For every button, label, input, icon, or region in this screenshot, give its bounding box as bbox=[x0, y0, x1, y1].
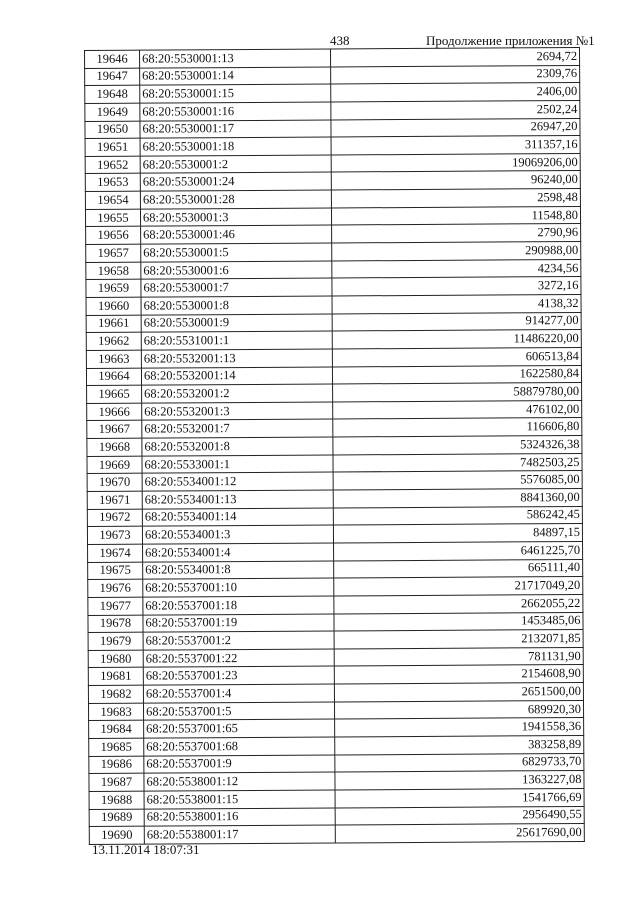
row-number: 19670 bbox=[87, 474, 142, 492]
cadastral-number: 68:20:5530001:28 bbox=[140, 190, 331, 209]
cadastral-number: 68:20:5538001:12 bbox=[144, 772, 335, 791]
cadastral-number: 68:20:5530001:18 bbox=[140, 137, 331, 156]
row-number: 19669 bbox=[87, 456, 142, 474]
cadastral-number: 68:20:5537001:18 bbox=[143, 596, 334, 615]
registry-table-body bbox=[85, 47, 585, 844]
cadastral-number: 68:20:5530001:24 bbox=[140, 172, 331, 191]
cadastral-number: 68:20:5533001:1 bbox=[142, 455, 333, 474]
cadastral-value: 1622580,84 bbox=[332, 365, 581, 384]
row-number: 19661 bbox=[86, 315, 141, 333]
cadastral-value: 5324326,38 bbox=[333, 436, 582, 455]
cadastral-value: 7482503,25 bbox=[333, 453, 582, 472]
cadastral-value: 2406,00 bbox=[331, 83, 580, 102]
cadastral-number: 68:20:5532001:8 bbox=[142, 437, 333, 456]
cadastral-value: 1453485,06 bbox=[334, 612, 583, 631]
cadastral-value: 2790,96 bbox=[332, 224, 581, 243]
cadastral-number: 68:20:5534001:14 bbox=[142, 508, 333, 527]
cadastral-number: 68:20:5530001:3 bbox=[140, 208, 331, 227]
cadastral-number: 68:20:5530001:16 bbox=[140, 102, 331, 121]
cadastral-number: 68:20:5532001:14 bbox=[141, 367, 332, 386]
row-number: 19655 bbox=[85, 209, 140, 227]
row-number: 19654 bbox=[85, 191, 140, 209]
cadastral-value: 2598,48 bbox=[331, 189, 580, 208]
row-number: 19659 bbox=[86, 279, 141, 297]
row-number: 19673 bbox=[87, 526, 142, 544]
cadastral-number: 68:20:5537001:68 bbox=[144, 737, 335, 756]
cadastral-number: 68:20:5532001:2 bbox=[142, 384, 333, 403]
cadastral-number: 68:20:5531001:1 bbox=[141, 331, 332, 350]
row-number: 19649 bbox=[85, 103, 140, 121]
row-number: 19660 bbox=[86, 297, 141, 315]
cadastral-number: 68:20:5534001:4 bbox=[143, 543, 334, 562]
row-number: 19648 bbox=[85, 85, 140, 103]
row-number: 19671 bbox=[87, 491, 142, 509]
cadastral-number: 68:20:5530001:17 bbox=[140, 120, 331, 139]
cadastral-value: 1941558,36 bbox=[335, 718, 584, 737]
row-number: 19662 bbox=[86, 332, 141, 350]
cadastral-value: 2154608,90 bbox=[334, 665, 583, 684]
cadastral-number: 68:20:5530001:6 bbox=[141, 261, 332, 280]
cadastral-value: 2309,76 bbox=[331, 65, 580, 84]
row-number: 19652 bbox=[85, 156, 140, 174]
print-timestamp: 13.11.2014 18:07:31 bbox=[92, 842, 200, 857]
cadastral-value: 21717049,20 bbox=[334, 577, 583, 596]
cadastral-number: 68:20:5537001:9 bbox=[144, 755, 335, 774]
cadastral-number: 68:20:5534001:13 bbox=[142, 490, 333, 509]
cadastral-value: 1363227,08 bbox=[335, 771, 584, 790]
row-number: 19674 bbox=[88, 544, 143, 562]
cadastral-number: 68:20:5530001:13 bbox=[140, 49, 331, 68]
cadastral-number: 68:20:5532001:7 bbox=[142, 419, 333, 438]
row-number: 19676 bbox=[88, 579, 143, 597]
cadastral-value: 26947,20 bbox=[331, 118, 580, 137]
row-number: 19689 bbox=[89, 809, 144, 827]
row-number: 19688 bbox=[89, 791, 144, 809]
cadastral-value: 4234,56 bbox=[332, 259, 581, 278]
continuation-title: Продолжение приложения №1 bbox=[426, 33, 595, 48]
cadastral-value: 11548,80 bbox=[331, 206, 580, 225]
cadastral-value: 2651500,00 bbox=[334, 683, 583, 702]
row-number: 19646 bbox=[85, 50, 140, 68]
cadastral-value: 586242,45 bbox=[333, 506, 582, 525]
row-number: 19667 bbox=[87, 421, 142, 439]
row-number: 19678 bbox=[88, 615, 143, 633]
cadastral-number: 68:20:5534001:8 bbox=[143, 561, 334, 580]
cadastral-number: 68:20:5537001:10 bbox=[143, 578, 334, 597]
cadastral-number: 68:20:5530001:8 bbox=[141, 296, 332, 315]
cadastral-number: 68:20:5537001:4 bbox=[143, 684, 334, 703]
row-number: 19666 bbox=[87, 403, 142, 421]
row-number: 19651 bbox=[85, 138, 140, 156]
row-number: 19690 bbox=[89, 826, 144, 844]
cadastral-number: 68:20:5534001:12 bbox=[142, 472, 333, 491]
row-number: 19668 bbox=[87, 438, 142, 456]
cadastral-value: 476102,00 bbox=[333, 400, 582, 419]
cadastral-value: 58879780,00 bbox=[333, 383, 582, 402]
cadastral-number: 68:20:5530001:14 bbox=[140, 67, 331, 86]
cadastral-number: 68:20:5537001:22 bbox=[143, 649, 334, 668]
cadastral-value: 2662055,22 bbox=[334, 594, 583, 613]
cadastral-value: 6829733,70 bbox=[335, 753, 584, 772]
row-number: 19665 bbox=[87, 385, 142, 403]
cadastral-number: 68:20:5537001:23 bbox=[143, 666, 334, 685]
cadastral-value: 8841360,00 bbox=[333, 488, 582, 507]
page-number: 438 bbox=[330, 33, 350, 48]
row-number: 19653 bbox=[85, 174, 140, 192]
row-number: 19658 bbox=[86, 262, 141, 280]
cadastral-value: 19069206,00 bbox=[331, 153, 580, 172]
row-number: 19685 bbox=[89, 738, 144, 756]
cadastral-value: 383258,89 bbox=[335, 735, 584, 754]
cadastral-number: 68:20:5530001:9 bbox=[141, 314, 332, 333]
cadastral-value: 84897,15 bbox=[333, 524, 582, 543]
cadastral-number: 68:20:5537001:2 bbox=[143, 631, 334, 650]
row-number: 19682 bbox=[88, 685, 143, 703]
cadastral-value: 2694,72 bbox=[330, 47, 579, 66]
row-number: 19657 bbox=[86, 244, 141, 262]
row-number: 19677 bbox=[88, 597, 143, 615]
cadastral-value: 2502,24 bbox=[331, 100, 580, 119]
row-number: 19680 bbox=[88, 650, 143, 668]
cadastral-value: 25617690,00 bbox=[335, 824, 584, 843]
cadastral-number: 68:20:5530001:7 bbox=[141, 278, 332, 297]
cadastral-number: 68:20:5538001:17 bbox=[144, 825, 335, 844]
row-number: 19663 bbox=[86, 350, 141, 368]
cadastral-value: 11486220,00 bbox=[332, 330, 581, 349]
cadastral-number: 68:20:5530001:15 bbox=[140, 84, 331, 103]
row-number: 19656 bbox=[86, 227, 141, 245]
cadastral-number: 68:20:5530001:5 bbox=[141, 243, 332, 262]
cadastral-value: 2132071,85 bbox=[334, 630, 583, 649]
row-number: 19681 bbox=[88, 668, 143, 686]
cadastral-number: 68:20:5532001:13 bbox=[141, 349, 332, 368]
row-number: 19687 bbox=[89, 773, 144, 791]
cadastral-number: 68:20:5538001:16 bbox=[144, 808, 335, 827]
cadastral-value: 6461225,70 bbox=[334, 541, 583, 560]
registry-table bbox=[84, 47, 585, 845]
cadastral-value: 311357,16 bbox=[331, 136, 580, 155]
cadastral-value: 665111,40 bbox=[334, 559, 583, 578]
row-number: 19683 bbox=[88, 703, 143, 721]
cadastral-number: 68:20:5530001:46 bbox=[141, 225, 332, 244]
row-number: 19675 bbox=[88, 562, 143, 580]
cadastral-value: 290988,00 bbox=[332, 242, 581, 261]
cadastral-value: 1541766,69 bbox=[335, 788, 584, 807]
row-number: 19650 bbox=[85, 121, 140, 139]
row-number: 19684 bbox=[89, 720, 144, 738]
cadastral-number: 68:20:5538001:15 bbox=[144, 790, 335, 809]
cadastral-number: 68:20:5537001:19 bbox=[143, 613, 334, 632]
row-number: 19647 bbox=[85, 68, 140, 86]
cadastral-number: 68:20:5534001:3 bbox=[142, 525, 333, 544]
cadastral-number: 68:20:5530001:2 bbox=[140, 155, 331, 174]
cadastral-value: 5576085,00 bbox=[333, 471, 582, 490]
cadastral-value: 914277,00 bbox=[332, 312, 581, 331]
cadastral-value: 2956490,55 bbox=[335, 806, 584, 825]
cadastral-value: 3272,16 bbox=[332, 277, 581, 296]
row-number: 19664 bbox=[86, 368, 141, 386]
cadastral-value: 606513,84 bbox=[332, 347, 581, 366]
cadastral-number: 68:20:5537001:5 bbox=[143, 702, 334, 721]
cadastral-value: 116606,80 bbox=[333, 418, 582, 437]
cadastral-value: 689920,30 bbox=[334, 700, 583, 719]
cadastral-value: 96240,00 bbox=[331, 171, 580, 190]
cadastral-number: 68:20:5532001:3 bbox=[142, 402, 333, 421]
cadastral-value: 781131,90 bbox=[334, 647, 583, 666]
row-number: 19672 bbox=[87, 509, 142, 527]
cadastral-value: 4138,32 bbox=[332, 294, 581, 313]
cadastral-number: 68:20:5537001:65 bbox=[144, 719, 335, 738]
row-number: 19679 bbox=[88, 632, 143, 650]
row-number: 19686 bbox=[89, 756, 144, 774]
